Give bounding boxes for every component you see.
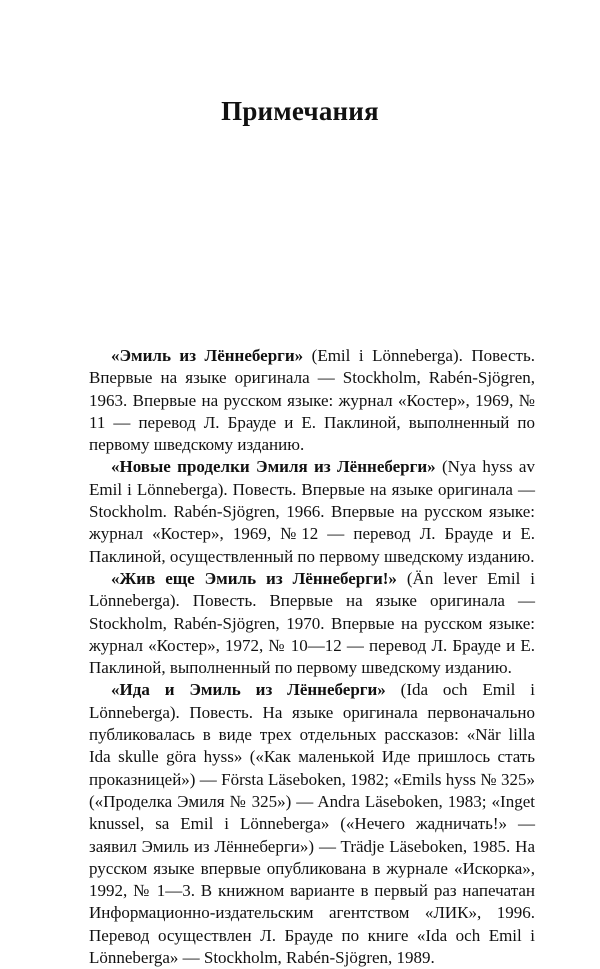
note-title: «Жив еще Эмиль из Лённеберги!» [111,568,397,588]
note-emil-lonneberga [89,345,535,456]
note-title: «Эмиль из Лённеберги» [111,346,304,365]
note-ida-and-emil [89,679,535,969]
note-emil-still-alive [89,568,535,679]
page-title: Примечания [221,96,379,126]
note-new-pranks [89,456,535,567]
note-text: (Ida och Emil i Lönneberga). Повесть. На языке оригинала первоначально публиковалась в виде трех отдельных рассказов: «När lilla Ida skulle göra hyss» («Как маленькой Иде пришлось стать проказницей») — Första Läseboken, 1982; «Emils hyss № 325» («Проделка Эмиля № 325») — Andra Läseboken, 1983; «Inget knussel, sa Emil i Lönneberga» («Нечего жадничать!» — заявил Эмиль из Лённеберги») — Trädje Läseboken, 1985. На русском языке впервые опубликована в журнале «Искорка», 1992, № 1—3. В книжном варианте в первый раз напечатан Информационно-издательским агентством «ЛИК», 1996. Перевод осуществлен Л. Брауде по книге «Ida och Emil i Lönneberga» — Stockholm, Rabén-Sjögren, 1989. [89,680,535,968]
notes-list [89,345,535,969]
note-title: «Ида и Эмиль из Лённеберги» [111,680,386,700]
note-text: (Nya hyss av Emil i Lönneberga). Повесть. Впервые на языке оригинала — Stockholm. Rabén-Sjögren, 1966. Впервые на русском языке: журнал «Костер», 1969, №12 — перевод Л. Брауде и Е. Паклиной, осуществленный по первому шведскому изданию. [89,457,535,566]
note-text: (Än lever Emil i Lönneberga). Повесть. Впервые на языке оригинала — Stockholm, Rabén-Sjögren, 1970. Впервые на русском языке: журнал «Костер», 1972, № 10—12 — перевод Л. Брауде и Е. Паклиной, выполненный по первому шведскому изданию. [89,568,535,678]
note-text: (Emil i Lönneberga). Повесть. Впервые на языке оригинала — Stockholm, Rabén-Sjögren, 1963. Впервые на русском языке: журнал «Костер», 1969, № 11 — перевод Л. Брауде и Е. Паклиной, выполненный по первому шведскому изданию. [89,346,535,455]
note-title: «Новые проделки Эмиля из Лённеберги» [111,457,436,477]
